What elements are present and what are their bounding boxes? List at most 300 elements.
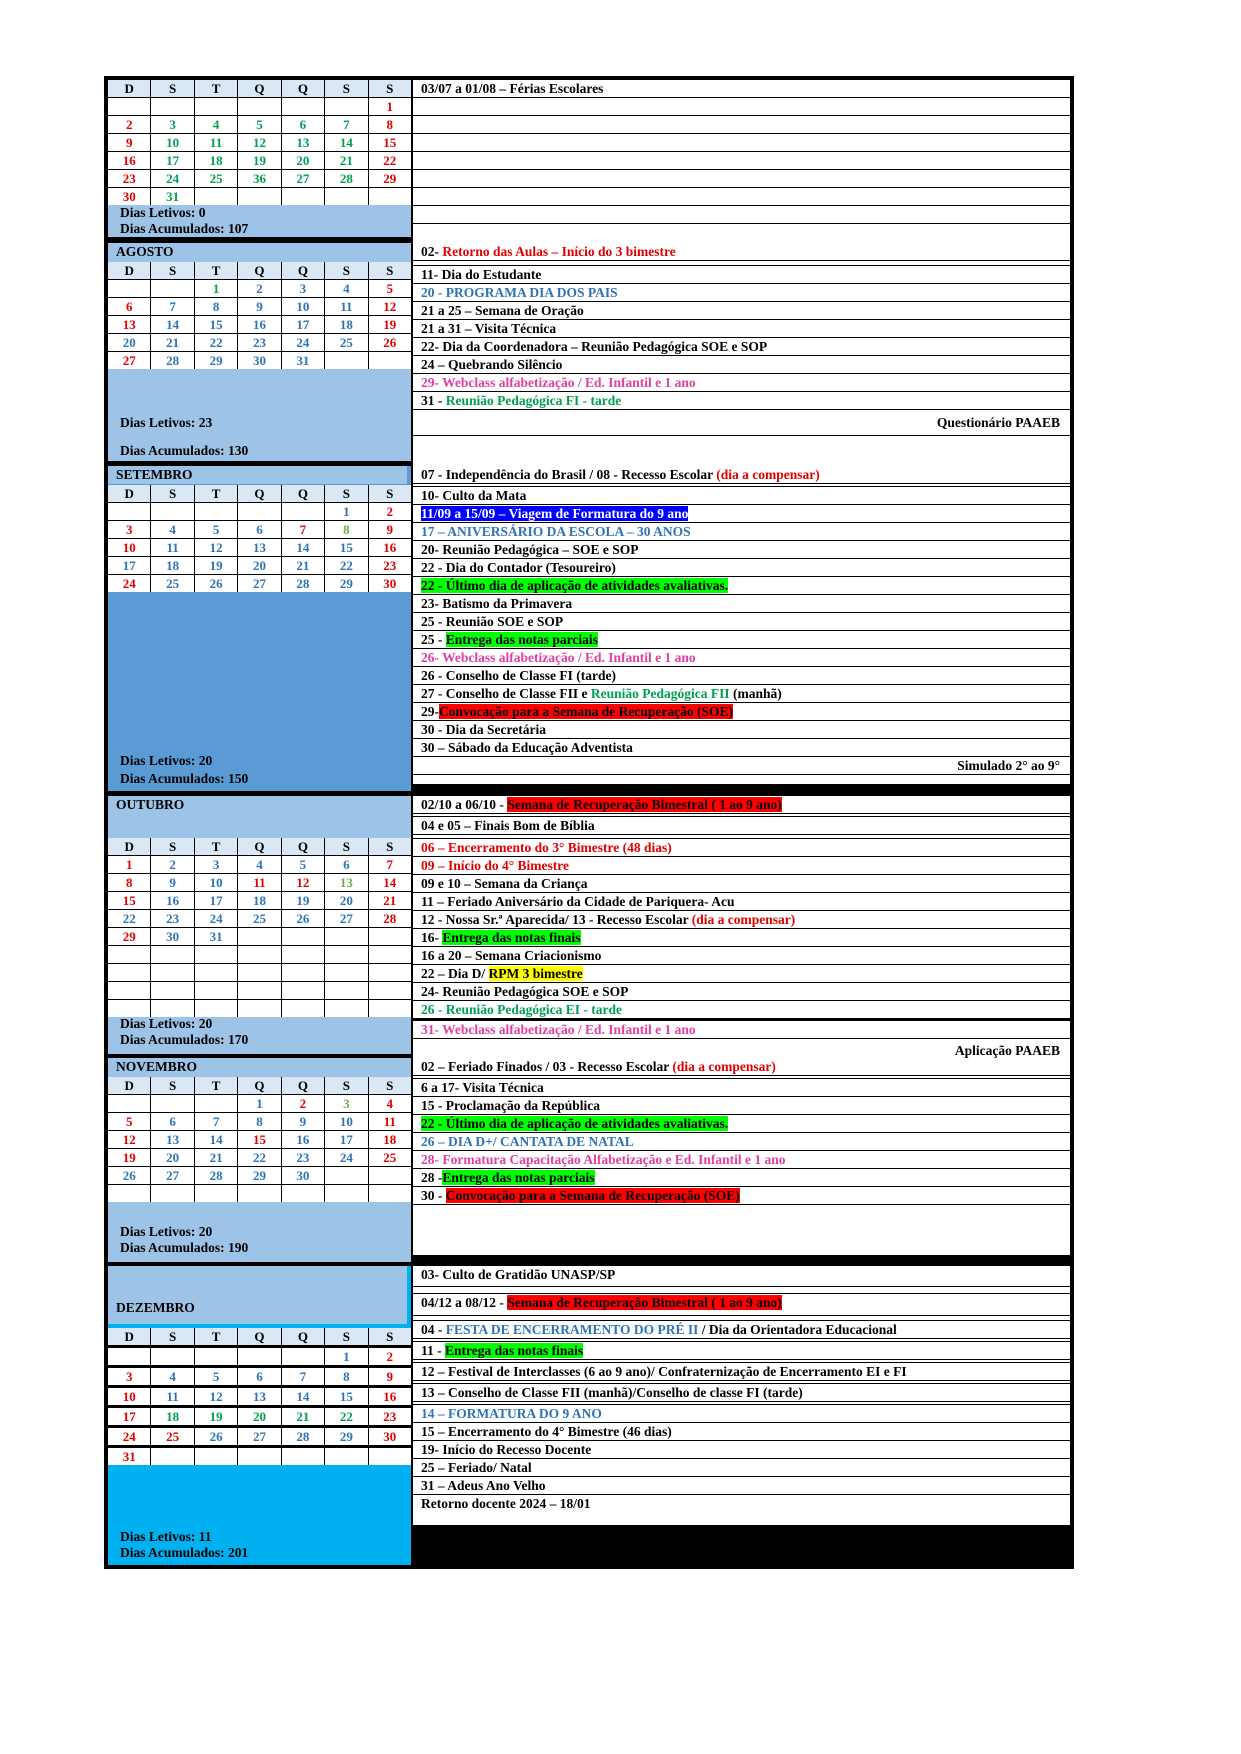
weekday-header: T (195, 80, 237, 97)
day-cell: 21 (282, 1408, 324, 1425)
dias-letivos: Dias Letivos: 20 (120, 1224, 213, 1239)
day-cell: 13 (325, 874, 367, 891)
day-cell: 3 (151, 116, 193, 133)
day-cell: 23 (238, 334, 280, 351)
event-item: 26 - Conselho de Classe FI (tarde) (413, 667, 1070, 684)
day-cell (151, 280, 193, 297)
event-item: 11 – Feriado Aniversário da Cidade de Pariquera- Acu (413, 893, 1070, 910)
day-cell (369, 982, 411, 999)
day-cell (195, 1185, 237, 1202)
month-grid (108, 1328, 411, 1465)
day-cell: 17 (282, 316, 324, 333)
day-cell: 4 (195, 116, 237, 133)
day-cell: 31 (108, 1448, 150, 1465)
day-cell: 19 (195, 557, 237, 574)
day-cell: 9 (151, 874, 193, 891)
event-item: 23- Batismo da Primavera (413, 595, 1070, 612)
day-cell (238, 188, 280, 205)
day-cell: 30 (369, 575, 411, 592)
day-cell: 29 (195, 352, 237, 369)
day-cell: 15 (108, 892, 150, 909)
event-item: 09 – Início do 4° Bimestre (413, 857, 1070, 874)
weekday-header: D (108, 1328, 150, 1345)
day-cell (151, 503, 193, 520)
day-cell (151, 1095, 193, 1112)
day-cell: 22 (325, 557, 367, 574)
school-calendar-sheet (104, 76, 1074, 1569)
event-item: 22- Dia da Coordenadora – Reunião Pedagógica SOE e SOP (413, 338, 1070, 355)
event-item: 30 - Dia da Secretária (413, 721, 1070, 738)
day-cell: 10 (108, 1388, 150, 1405)
event-note: Aplicação PAAEB (413, 1039, 1070, 1063)
weekday-header: Q (282, 1328, 324, 1345)
day-cell: 6 (325, 856, 367, 873)
day-cell: 2 (238, 280, 280, 297)
day-cell (282, 964, 324, 981)
event-item: 26 – DIA D+/ CANTATA DE NATAL (413, 1133, 1070, 1150)
day-cell: 16 (369, 539, 411, 556)
day-cell: 16 (108, 152, 150, 169)
day-cell (369, 1167, 411, 1184)
day-cell: 29 (325, 575, 367, 592)
dias-acumulados: Dias Acumulados: 107 (120, 221, 249, 236)
day-cell (238, 946, 280, 963)
event-item: 25 - Entrega das notas parciais (413, 631, 1070, 648)
day-cell: 1 (369, 98, 411, 115)
event-item: 24 – Quebrando Silêncio (413, 356, 1070, 373)
day-cell: 20 (151, 1149, 193, 1166)
event-item: 16 a 20 – Semana Criacionismo (413, 947, 1070, 964)
day-cell (238, 1000, 280, 1017)
day-cell: 13 (238, 539, 280, 556)
month-block-agosto (104, 243, 1074, 461)
month-name: DEZEMBRO (108, 1266, 407, 1324)
weekday-header: S (325, 838, 367, 855)
day-cell (325, 352, 367, 369)
day-cell: 11 (151, 1388, 193, 1405)
day-cell: 14 (282, 1388, 324, 1405)
weekday-header: S (369, 1077, 411, 1094)
day-cell (108, 1000, 150, 1017)
weekday-header: S (151, 80, 193, 97)
day-cell: 4 (325, 280, 367, 297)
month-name: OUTUBRO (116, 797, 185, 812)
day-cell (369, 352, 411, 369)
day-cell (282, 946, 324, 963)
day-cell: 7 (195, 1113, 237, 1130)
day-cell (282, 503, 324, 520)
event-item: 04 e 05 – Finais Bom de Bíblia (413, 817, 1070, 834)
day-cell: 20 (108, 334, 150, 351)
event-item: 04 - FESTA DE ENCERRAMENTO DO PRÉ II / Dia da Orientadora Educacional (413, 1321, 1070, 1338)
day-cell (282, 98, 324, 115)
weekday-header: Q (282, 1077, 324, 1094)
day-cell: 7 (151, 298, 193, 315)
day-cell: 19 (108, 1149, 150, 1166)
weekday-header: S (151, 485, 193, 502)
event-item: 22 - Dia do Contador (Tesoureiro) (413, 559, 1070, 576)
day-cell: 7 (282, 521, 324, 538)
day-cell: 3 (108, 521, 150, 538)
month-name: SETEMBRO (108, 466, 407, 484)
day-cell (108, 98, 150, 115)
day-cell: 18 (325, 316, 367, 333)
day-cell (151, 1348, 193, 1365)
day-cell: 24 (108, 1428, 150, 1445)
dias-letivos: Dias Letivos: 20 (120, 753, 213, 768)
day-cell: 14 (151, 316, 193, 333)
weekday-header: T (195, 262, 237, 279)
dias-acumulados: Dias Acumulados: 201 (120, 1545, 249, 1560)
day-cell (151, 964, 193, 981)
day-cell: 1 (108, 856, 150, 873)
day-cell: 5 (238, 116, 280, 133)
day-cell: 10 (195, 874, 237, 891)
day-cell: 6 (238, 1368, 280, 1385)
dias-acumulados: Dias Acumulados: 150 (120, 771, 249, 786)
day-cell: 28 (282, 1428, 324, 1445)
event-item: 20 - PROGRAMA DIA DOS PAIS (413, 284, 1070, 301)
day-cell: 1 (195, 280, 237, 297)
month-grid (108, 262, 411, 369)
day-cell (195, 98, 237, 115)
day-cell (325, 982, 367, 999)
day-cell (108, 280, 150, 297)
event-item: 31 – Adeus Ano Velho (413, 1477, 1070, 1494)
day-cell: 15 (238, 1131, 280, 1148)
day-cell: 28 (282, 575, 324, 592)
day-cell (282, 1185, 324, 1202)
day-cell (195, 1095, 237, 1112)
weekday-header: S (325, 80, 367, 97)
weekday-header: Q (282, 838, 324, 855)
day-cell: 24 (195, 910, 237, 927)
event-item: 14 – FORMATURA DO 9 ANO (413, 1405, 1070, 1422)
day-cell: 28 (151, 352, 193, 369)
dias-letivos: Dias Letivos: 23 (120, 415, 213, 430)
day-cell (151, 982, 193, 999)
event-item: 03- Culto de Gratidão UNASP/SP (413, 1266, 1070, 1286)
day-cell: 11 (325, 298, 367, 315)
day-cell: 8 (369, 116, 411, 133)
dias-letivos: Dias Letivos: 11 (120, 1529, 212, 1544)
day-cell: 17 (151, 152, 193, 169)
day-cell: 27 (238, 575, 280, 592)
weekday-header: S (369, 80, 411, 97)
event-item: 06 – Encerramento do 3° Bimestre (48 dias) (413, 839, 1070, 856)
day-cell: 30 (282, 1167, 324, 1184)
day-cell: 15 (325, 1388, 367, 1405)
weekday-header: S (325, 485, 367, 502)
day-cell: 27 (238, 1428, 280, 1445)
dias-acumulados: Dias Acumulados: 130 (120, 443, 249, 458)
day-cell: 13 (151, 1131, 193, 1148)
day-cell (325, 928, 367, 945)
day-cell (325, 98, 367, 115)
day-cell: 24 (282, 334, 324, 351)
day-cell (325, 1167, 367, 1184)
event-item: 28 -Entrega das notas parciais (413, 1169, 1070, 1186)
day-cell: 30 (238, 352, 280, 369)
day-cell: 14 (325, 134, 367, 151)
calendar-panel (108, 1058, 411, 1262)
day-cell: 23 (151, 910, 193, 927)
day-cell: 8 (325, 521, 367, 538)
month-block-julho (104, 80, 1074, 237)
day-cell: 4 (151, 521, 193, 538)
event-item: 22 - Último dia de aplicação de atividades avaliativas. (413, 1115, 1070, 1132)
day-cell (151, 1000, 193, 1017)
day-cell (195, 1348, 237, 1365)
event-note: Simulado 2° ao 9° (413, 757, 1070, 774)
event-item: 11/09 a 15/09 – Viagem de Formatura do 9 ano (413, 505, 1070, 522)
event-item: 16- Entrega das notas finais (413, 929, 1070, 946)
event-item: 30 – Sábado da Educação Adventista (413, 739, 1070, 756)
day-cell (195, 946, 237, 963)
day-cell (325, 1448, 367, 1465)
weekday-header: S (369, 262, 411, 279)
day-cell: 13 (282, 134, 324, 151)
weekday-header: Q (238, 80, 280, 97)
day-cell: 28 (369, 910, 411, 927)
calendar-panel (108, 1266, 411, 1565)
day-cell (151, 1185, 193, 1202)
day-cell (369, 1000, 411, 1017)
day-cell (108, 982, 150, 999)
day-cell: 15 (325, 539, 367, 556)
day-cell: 3 (195, 856, 237, 873)
weekday-header: T (195, 838, 237, 855)
day-cell: 9 (238, 298, 280, 315)
calendar-panel (108, 796, 411, 1054)
weekday-header: Q (282, 485, 324, 502)
day-cell: 21 (325, 152, 367, 169)
day-cell: 26 (108, 1167, 150, 1184)
day-cell: 15 (369, 134, 411, 151)
day-cell: 6 (282, 116, 324, 133)
day-cell (238, 928, 280, 945)
day-cell: 20 (238, 1408, 280, 1425)
dias-acumulados: Dias Acumulados: 170 (120, 1032, 249, 1047)
event-item: 30 - Convocação para a Semana de Recuperação (SOE) (413, 1187, 1070, 1204)
day-cell: 5 (195, 521, 237, 538)
event-item: 02/10 a 06/10 - Semana de Recuperação Bimestral ( 1 ao 9 ano) (413, 796, 1070, 813)
weekday-header: T (195, 1328, 237, 1345)
day-cell: 30 (108, 188, 150, 205)
day-cell: 25 (151, 1428, 193, 1445)
day-cell (369, 946, 411, 963)
event-item: 17 – ANIVERSÁRIO DA ESCOLA – 30 ANOS (413, 523, 1070, 540)
day-cell: 12 (108, 1131, 150, 1148)
weekday-header: S (151, 1328, 193, 1345)
day-cell (369, 964, 411, 981)
day-cell: 27 (282, 170, 324, 187)
day-cell: 19 (282, 892, 324, 909)
day-cell: 27 (151, 1167, 193, 1184)
event-item: 09 e 10 – Semana da Criança (413, 875, 1070, 892)
month-grid (108, 838, 411, 1017)
weekday-header: S (325, 262, 367, 279)
day-cell: 20 (325, 892, 367, 909)
day-cell: 16 (282, 1131, 324, 1148)
day-cell: 3 (325, 1095, 367, 1112)
day-cell: 23 (369, 1408, 411, 1425)
day-cell (369, 1448, 411, 1465)
day-cell: 11 (151, 539, 193, 556)
events-panel (413, 1266, 1070, 1565)
day-cell (108, 946, 150, 963)
event-item: 31 - Reunião Pedagógica FI - tarde (413, 392, 1070, 409)
event-item: 15 - Proclamação da República (413, 1097, 1070, 1114)
day-cell: 12 (195, 539, 237, 556)
day-cell: 5 (108, 1113, 150, 1130)
day-cell: 26 (195, 575, 237, 592)
weekday-header: S (369, 838, 411, 855)
day-cell: 18 (151, 1408, 193, 1425)
day-cell: 4 (369, 1095, 411, 1112)
day-cell: 5 (282, 856, 324, 873)
events-panel (413, 796, 1070, 1058)
event-item: 07 - Independência do Brasil / 08 - Recesso Escolar (dia a compensar) (413, 466, 1070, 483)
event-item: 25 - Reunião SOE e SOP (413, 613, 1070, 630)
day-cell: 19 (238, 152, 280, 169)
day-cell: 13 (108, 316, 150, 333)
day-cell (108, 964, 150, 981)
day-cell: 22 (108, 910, 150, 927)
event-item: 02 – Feriado Finados / 03 - Recesso Escolar (dia a compensar) (413, 1058, 1070, 1075)
day-cell: 7 (325, 116, 367, 133)
event-item: 04/12 a 08/12 - Semana de Recuperação Bimestral ( 1 ao 9 ano) (413, 1294, 1070, 1315)
day-cell (151, 1448, 193, 1465)
day-cell: 19 (369, 316, 411, 333)
event-item: 26 - Reunião Pedagógica EI - tarde (413, 1001, 1070, 1018)
day-cell: 31 (195, 928, 237, 945)
weekday-header: Q (238, 1328, 280, 1345)
day-cell: 1 (325, 1348, 367, 1365)
event-item: 11 - Entrega das notas finais (413, 1342, 1070, 1359)
day-cell: 21 (369, 892, 411, 909)
event-item: 22 - Último dia de aplicação de atividades avaliativas. (413, 577, 1070, 594)
event-item: 27 - Conselho de Classe FII e Reunião Pedagógica FII (manhã) (413, 685, 1070, 702)
event-item: 12 - Nossa Sr.ª Aparecida/ 13 - Recesso Escolar (dia a compensar) (413, 911, 1070, 928)
day-cell: 22 (195, 334, 237, 351)
month-name: AGOSTO (116, 244, 174, 259)
weekday-header: Q (238, 1077, 280, 1094)
event-item: 29-Convocação para a Semana de Recuperação (SOE) (413, 703, 1070, 720)
event-item: 11- Dia do Estudante (413, 266, 1070, 283)
day-cell (325, 964, 367, 981)
day-cell: 17 (195, 892, 237, 909)
weekday-header: S (369, 1328, 411, 1345)
weekday-header: S (369, 485, 411, 502)
weekday-header: D (108, 1077, 150, 1094)
day-cell: 26 (369, 334, 411, 351)
day-cell: 18 (195, 152, 237, 169)
day-cell: 11 (195, 134, 237, 151)
day-cell: 15 (195, 316, 237, 333)
day-cell: 23 (369, 557, 411, 574)
day-cell (325, 188, 367, 205)
month-block-outubro (104, 796, 1074, 1058)
day-cell: 17 (108, 557, 150, 574)
weekday-header: S (325, 1328, 367, 1345)
day-cell (238, 503, 280, 520)
event-item: 15 – Encerramento do 4° Bimestre (46 dias) (413, 1423, 1070, 1440)
day-cell: 27 (325, 910, 367, 927)
day-cell (195, 1000, 237, 1017)
day-cell: 24 (325, 1149, 367, 1166)
event-item: 22 – Dia D/ RPM 3 bimestre (413, 965, 1070, 982)
day-cell: 29 (108, 928, 150, 945)
day-cell: 17 (108, 1408, 150, 1425)
day-cell: 27 (108, 352, 150, 369)
day-cell (369, 188, 411, 205)
event-item: 12 – Festival de Interclasses (6 ao 9 ano)/ Confraternização de Encerramento EI e FI (413, 1363, 1070, 1380)
day-cell (238, 1348, 280, 1365)
weekday-header: Q (238, 838, 280, 855)
month-block-dezembro (104, 1266, 1074, 1565)
day-cell (195, 982, 237, 999)
weekday-header: Q (238, 262, 280, 279)
day-cell: 5 (369, 280, 411, 297)
day-cell (282, 1448, 324, 1465)
event-item: 31- Webclass alfabetização / Ed. Infantil e 1 ano (413, 1021, 1070, 1038)
weekday-header: D (108, 80, 150, 97)
day-cell: 25 (369, 1149, 411, 1166)
dias-letivos: Dias Letivos: 0 (120, 205, 206, 220)
day-cell: 22 (369, 152, 411, 169)
day-cell: 21 (151, 334, 193, 351)
day-cell: 14 (195, 1131, 237, 1148)
day-cell: 1 (238, 1095, 280, 1112)
day-cell: 14 (282, 539, 324, 556)
day-cell: 16 (238, 316, 280, 333)
calendar-panel (108, 243, 411, 461)
calendar-panel (108, 466, 411, 791)
day-cell: 3 (282, 280, 324, 297)
day-cell: 10 (325, 1113, 367, 1130)
day-cell: 5 (195, 1368, 237, 1385)
day-cell: 12 (369, 298, 411, 315)
day-cell: 4 (238, 856, 280, 873)
calendar-panel (108, 80, 411, 237)
day-cell: 22 (325, 1408, 367, 1425)
day-cell (195, 503, 237, 520)
day-cell: 28 (195, 1167, 237, 1184)
day-cell: 29 (238, 1167, 280, 1184)
event-item: 10- Culto da Mata (413, 487, 1070, 504)
day-cell (151, 946, 193, 963)
day-cell (108, 1185, 150, 1202)
weekday-header: Q (282, 80, 324, 97)
month-grid (108, 485, 411, 592)
day-cell: 25 (325, 334, 367, 351)
event-item: 6 a 17- Visita Técnica (413, 1079, 1070, 1096)
day-cell (325, 1000, 367, 1017)
day-cell: 30 (151, 928, 193, 945)
day-cell (282, 928, 324, 945)
day-cell (282, 188, 324, 205)
day-cell: 7 (282, 1368, 324, 1385)
day-cell (369, 1185, 411, 1202)
event-item: 26- Webclass alfabetização / Ed. Infantil e 1 ano (413, 649, 1070, 666)
day-cell: 12 (238, 134, 280, 151)
dias-acumulados: Dias Acumulados: 190 (120, 1240, 249, 1255)
weekday-header: S (325, 1077, 367, 1094)
day-cell: 17 (325, 1131, 367, 1148)
month-name: NOVEMBRO (116, 1059, 197, 1074)
day-cell: 3 (108, 1368, 150, 1385)
